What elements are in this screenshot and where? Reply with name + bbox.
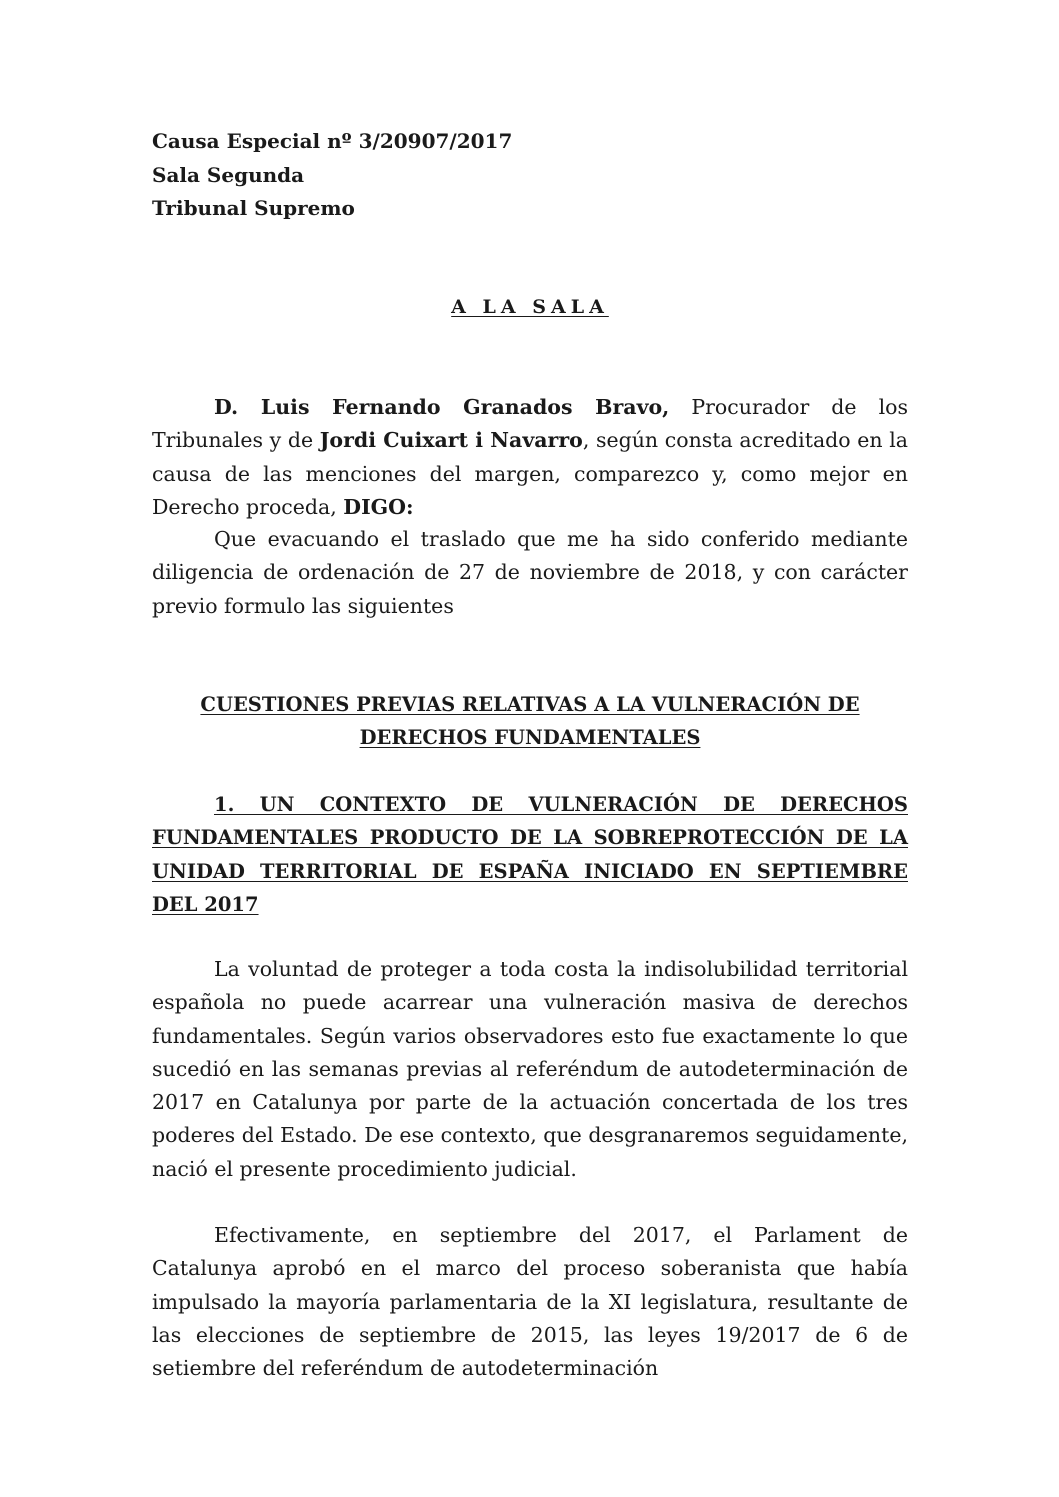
address-heading: A LA SALA [451,296,609,318]
chamber-name: Sala Segunda [152,163,305,187]
case-number: Causa Especial nº 3/20907/2017 [152,129,513,153]
court-name: Tribunal Supremo [152,196,355,220]
efectivamente-paragraph: Efectivamente, en septiembre del 2017, el Parlament de Catalunya aprobó en el marco del proceso soberanista que había impulsado la mayoría parlamentaria de la XI legislatura, resultante de las elecciones de septiembre de 2015, las leyes 19/2017 de 6 de setiembre del referéndum de autodeterminación [152,1223,908,1381]
document-page [152,0,908,1497]
main-heading-line-1: CUESTIONES PREVIAS RELATIVAS A LA VULNERACIÓN DE [200,693,860,716]
intro-paragraph [152,391,908,524]
main-heading-line-2: DERECHOS FUNDAMENTALES [359,726,701,749]
procurador-name: D. Luis Fernando Granados Bravo, [214,395,670,419]
voluntad-paragraph: La voluntad de proteger a toda costa la indisolubilidad territorial española no puede acarrear una vulneración masiva de derechos fundamentales. Según varios observadores esto fue exactamente lo que sucedió en las semanas previas al referéndum de autodeterminación de 2017 en Catalunya por parte de la actuación concertada de los tres poderes del Estado. De ese contexto, que desgranaremos seguidamente, nació el presente procedimiento judicial. [152,957,908,1181]
client-name: Jordi Cuixart i Navarro [319,428,583,453]
section-1-heading-text: 1. UN CONTEXTO DE VULNERACIÓN DE DERECHOS FUNDAMENTALES PRODUCTO DE LA SOBREPROTECCIÓN DE LA UNIDAD TERRITORIAL DE ESPAÑA INICIADO EN SEPTIEMBRE DEL 2017 [152,793,908,916]
digo-word: DIGO: [343,494,414,519]
traslado-paragraph: Que evacuando el traslado que me ha sido conferido mediante diligencia de ordenación de 27 de noviembre de 2018, y con carácter previo formulo las siguientes [152,527,908,618]
section-1-heading [152,788,908,921]
intro-text-1: Procurador de los Tribunales y de [152,395,908,453]
intro-text-2: , según consta acreditado en la causa de las menciones del margen, comparezco y, como mejor en Derecho proceda, [152,428,908,519]
